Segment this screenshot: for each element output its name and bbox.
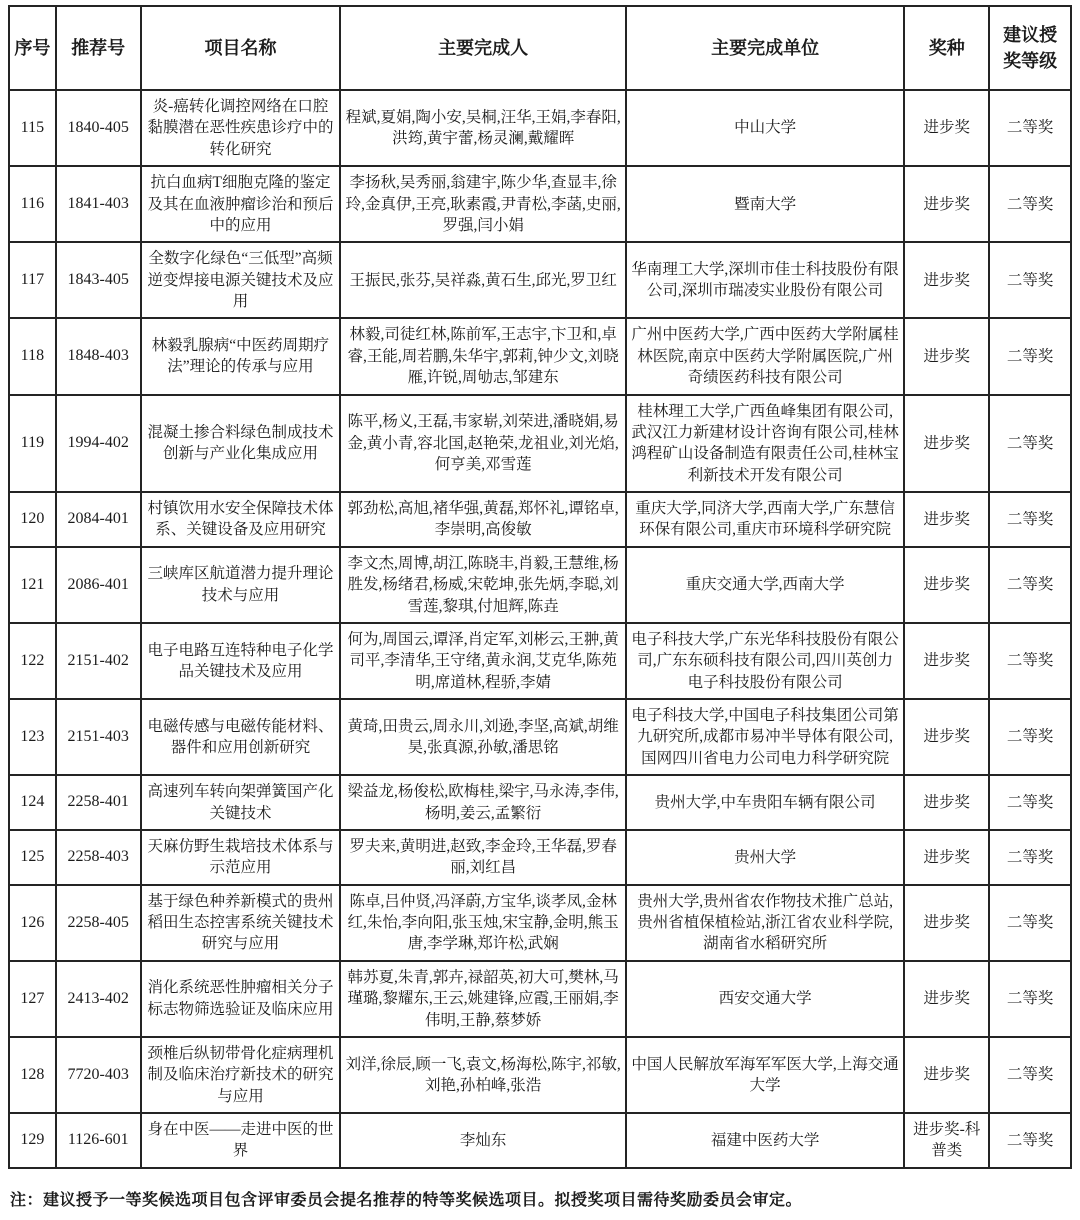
- cell-project: 基于绿色种养新模式的贵州稻田生态控害系统关键技术研究与应用: [141, 885, 341, 961]
- cell-ref: 7720-403: [56, 1037, 141, 1113]
- cell-serial: 125: [9, 830, 56, 885]
- cell-people: 李文杰,周博,胡江,陈晓丰,肖毅,王慧维,杨胜发,杨绪君,杨威,宋乾坤,张先炳,李聪,刘雪莲,黎琪,付旭辉,陈垚: [340, 547, 626, 623]
- table-row: [9, 623, 1071, 699]
- cell-ref: 2151-402: [56, 623, 141, 699]
- table-row: [9, 699, 1071, 775]
- cell-serial: 128: [9, 1037, 56, 1113]
- cell-ref: 2258-403: [56, 830, 141, 885]
- column-header-people: 主要完成人: [340, 6, 626, 90]
- cell-grade: 二等奖: [989, 395, 1071, 493]
- table-header: [9, 6, 1071, 90]
- cell-award-type: 进步奖: [904, 1037, 989, 1113]
- cell-grade: 二等奖: [989, 775, 1071, 830]
- cell-units: 重庆交通大学,西南大学: [626, 547, 904, 623]
- column-header-units: 主要完成单位: [626, 6, 904, 90]
- cell-award-type: 进步奖: [904, 623, 989, 699]
- cell-serial: 127: [9, 961, 56, 1037]
- cell-ref: 1840-405: [56, 90, 141, 166]
- cell-award-type: 进步奖: [904, 90, 989, 166]
- cell-grade: 二等奖: [989, 90, 1071, 166]
- cell-people: 黄琦,田贵云,周永川,刘逊,李坚,高斌,胡维昊,张真源,孙敏,潘思铭: [340, 699, 626, 775]
- cell-people: 刘洋,徐辰,顾一飞,袁文,杨海松,陈宇,祁敏,刘艳,孙柏峰,张浩: [340, 1037, 626, 1113]
- cell-people: 罗夫来,黄明进,赵致,李金玲,王华磊,罗春丽,刘红昌: [340, 830, 626, 885]
- cell-grade: 二等奖: [989, 242, 1071, 318]
- cell-units: 贵州大学,贵州省农作物技术推广总站,贵州省植保植检站,浙江省农业科学院,湖南省水稻研究所: [626, 885, 904, 961]
- cell-units: 中山大学: [626, 90, 904, 166]
- cell-ref: 1994-402: [56, 395, 141, 493]
- cell-serial: 120: [9, 492, 56, 547]
- cell-serial: 119: [9, 395, 56, 493]
- cell-award-type: 进步奖: [904, 395, 989, 493]
- cell-grade: 二等奖: [989, 1113, 1071, 1168]
- table-row: [9, 90, 1071, 166]
- column-header-serial: 序号: [9, 6, 56, 90]
- cell-serial: 118: [9, 318, 56, 394]
- cell-ref: 1841-403: [56, 166, 141, 242]
- cell-project: 炎-癌转化调控网络在口腔黏膜潜在恶性疾患诊疗中的转化研究: [141, 90, 341, 166]
- cell-ref: 2413-402: [56, 961, 141, 1037]
- cell-project: 混凝土掺合料绿色制成技术创新与产业化集成应用: [141, 395, 341, 493]
- cell-ref: 2086-401: [56, 547, 141, 623]
- cell-award-type: 进步奖: [904, 242, 989, 318]
- cell-people: 郭劲松,高旭,褚华强,黄磊,郑怀礼,谭铭卓,李崇明,高俊敏: [340, 492, 626, 547]
- cell-serial: 126: [9, 885, 56, 961]
- cell-units: 福建中医药大学: [626, 1113, 904, 1168]
- cell-serial: 115: [9, 90, 56, 166]
- cell-award-type: 进步奖: [904, 699, 989, 775]
- table-row: [9, 547, 1071, 623]
- table-row: [9, 242, 1071, 318]
- cell-people: 陈平,杨义,王磊,韦家崭,刘荣进,潘晓娟,易金,黄小青,容北国,赵艳荣,龙祖业,刘光焰,何亨美,邓雪莲: [340, 395, 626, 493]
- cell-project: 高速列车转向架弹簧国产化关键技术: [141, 775, 341, 830]
- cell-people: 梁益龙,杨俊松,欧梅桂,梁宇,马永涛,李伟,杨明,姜云,孟繁衍: [340, 775, 626, 830]
- cell-project: 全数字化绿色“三低型”高频逆变焊接电源关键技术及应用: [141, 242, 341, 318]
- cell-ref: 1843-405: [56, 242, 141, 318]
- cell-units: 贵州大学,中车贵阳车辆有限公司: [626, 775, 904, 830]
- cell-units: 桂林理工大学,广西鱼峰集团有限公司,武汉江力新建材设计咨询有限公司,桂林鸿程矿山设备制造有限责任公司,桂林宝利新技术开发有限公司: [626, 395, 904, 493]
- cell-serial: 121: [9, 547, 56, 623]
- cell-ref: 1848-403: [56, 318, 141, 394]
- cell-grade: 二等奖: [989, 492, 1071, 547]
- cell-award-type: 进步奖: [904, 166, 989, 242]
- award-projects-table: [8, 5, 1072, 1169]
- table-row: [9, 1037, 1071, 1113]
- cell-grade: 二等奖: [989, 166, 1071, 242]
- table-row: [9, 166, 1071, 242]
- cell-people: 林毅,司徒红林,陈前军,王志宇,卞卫和,卓睿,王能,周若鹏,朱华宇,郭莉,钟少文,刘晓雁,许锐,周劬志,邹建东: [340, 318, 626, 394]
- table-row: [9, 395, 1071, 493]
- cell-units: 重庆大学,同济大学,西南大学,广东慧信环保有限公司,重庆市环境科学研究院: [626, 492, 904, 547]
- cell-ref: 2084-401: [56, 492, 141, 547]
- cell-serial: 129: [9, 1113, 56, 1168]
- cell-serial: 116: [9, 166, 56, 242]
- cell-people: 李扬秋,吴秀丽,翁建宇,陈少华,查显丰,徐玲,金真伊,王亮,耿素霞,尹青松,李菡,史丽,罗强,闫小娟: [340, 166, 626, 242]
- cell-units: 电子科技大学,中国电子科技集团公司第九研究所,成都市易冲半导体有限公司,国网四川省电力公司电力科学研究院: [626, 699, 904, 775]
- cell-project: 颈椎后纵韧带骨化症病理机制及临床治疗新技术的研究与应用: [141, 1037, 341, 1113]
- cell-units: 华南理工大学,深圳市佳士科技股份有限公司,深圳市瑞凌实业股份有限公司: [626, 242, 904, 318]
- cell-people: 王振民,张芬,吴祥淼,黄石生,邱光,罗卫红: [340, 242, 626, 318]
- cell-award-type: 进步奖: [904, 830, 989, 885]
- table-body: [9, 90, 1071, 1168]
- column-header-ref: 推荐号: [56, 6, 141, 90]
- cell-units: 暨南大学: [626, 166, 904, 242]
- table-row: [9, 830, 1071, 885]
- cell-grade: 二等奖: [989, 830, 1071, 885]
- cell-people: 程斌,夏娟,陶小安,吴桐,汪华,王娟,李春阳,洪筠,黄宇蕾,杨灵澜,戴耀晖: [340, 90, 626, 166]
- cell-ref: 1126-601: [56, 1113, 141, 1168]
- cell-units: 电子科技大学,广东光华科技股份有限公司,广东东硕科技有限公司,四川英创力电子科技股份有限公司: [626, 623, 904, 699]
- cell-award-type: 进步奖: [904, 961, 989, 1037]
- cell-award-type: 进步奖: [904, 492, 989, 547]
- cell-people: 韩苏夏,朱青,郭卉,禄韶英,初大可,樊林,马瑾璐,黎耀东,王云,姚建锋,应霞,王丽娟,李伟明,王静,蔡梦娇: [340, 961, 626, 1037]
- cell-units: 贵州大学: [626, 830, 904, 885]
- cell-people: 陈卓,吕仲贤,冯泽蔚,方宝华,谈孝凤,金林红,朱怡,李向阳,张玉烛,宋宝静,金明,熊玉唐,李学琳,郑许松,武娴: [340, 885, 626, 961]
- cell-grade: 二等奖: [989, 547, 1071, 623]
- cell-project: 天麻仿野生栽培技术体系与示范应用: [141, 830, 341, 885]
- cell-units: 西安交通大学: [626, 961, 904, 1037]
- cell-project: 抗白血病T细胞克隆的鉴定及其在血液肿瘤诊治和预后中的应用: [141, 166, 341, 242]
- table-row: [9, 885, 1071, 961]
- cell-serial: 123: [9, 699, 56, 775]
- column-header-project: 项目名称: [141, 6, 341, 90]
- cell-serial: 124: [9, 775, 56, 830]
- cell-grade: 二等奖: [989, 1037, 1071, 1113]
- footnote: 注：建议授予一等奖候选项目包含评审委员会提名推荐的特等奖候选项目。拟授奖项目需待奖励委员会审定。: [10, 1191, 803, 1209]
- cell-ref: 2258-405: [56, 885, 141, 961]
- cell-serial: 122: [9, 623, 56, 699]
- cell-grade: 二等奖: [989, 623, 1071, 699]
- cell-award-type: 进步奖: [904, 547, 989, 623]
- table-row: [9, 318, 1071, 394]
- cell-grade: 二等奖: [989, 961, 1071, 1037]
- header-row: [9, 6, 1071, 90]
- cell-grade: 二等奖: [989, 318, 1071, 394]
- cell-project: 电磁传感与电磁传能材料、器件和应用创新研究: [141, 699, 341, 775]
- cell-award-type: 进步奖: [904, 318, 989, 394]
- cell-project: 消化系统恶性肿瘤相关分子标志物筛选验证及临床应用: [141, 961, 341, 1037]
- cell-ref: 2151-403: [56, 699, 141, 775]
- table-row: [9, 775, 1071, 830]
- cell-award-type: 进步奖-科普类: [904, 1113, 989, 1168]
- cell-units: 广州中医药大学,广西中医药大学附属桂林医院,南京中医药大学附属医院,广州奇绩医药科技有限公司: [626, 318, 904, 394]
- table-row: [9, 1113, 1071, 1168]
- cell-people: 李灿东: [340, 1113, 626, 1168]
- cell-project: 三峡库区航道潜力提升理论技术与应用: [141, 547, 341, 623]
- cell-units: 中国人民解放军海军军医大学,上海交通大学: [626, 1037, 904, 1113]
- cell-project: 电子电路互连特种电子化学品关键技术及应用: [141, 623, 341, 699]
- column-header-grade: 建议授奖等级: [989, 6, 1071, 90]
- cell-grade: 二等奖: [989, 699, 1071, 775]
- cell-grade: 二等奖: [989, 885, 1071, 961]
- table-row: [9, 492, 1071, 547]
- cell-award-type: 进步奖: [904, 885, 989, 961]
- cell-project: 身在中医——走进中医的世界: [141, 1113, 341, 1168]
- cell-project: 林毅乳腺病“中医药周期疗法”理论的传承与应用: [141, 318, 341, 394]
- cell-project: 村镇饮用水安全保障技术体系、关键设备及应用研究: [141, 492, 341, 547]
- table-row: [9, 961, 1071, 1037]
- cell-people: 何为,周国云,谭泽,肖定军,刘彬云,王翀,黄司平,李清华,王守绪,黄永润,艾克华,陈苑明,席道林,程骄,李婧: [340, 623, 626, 699]
- cell-ref: 2258-401: [56, 775, 141, 830]
- cell-serial: 117: [9, 242, 56, 318]
- column-header-award-type: 奖种: [904, 6, 989, 90]
- cell-award-type: 进步奖: [904, 775, 989, 830]
